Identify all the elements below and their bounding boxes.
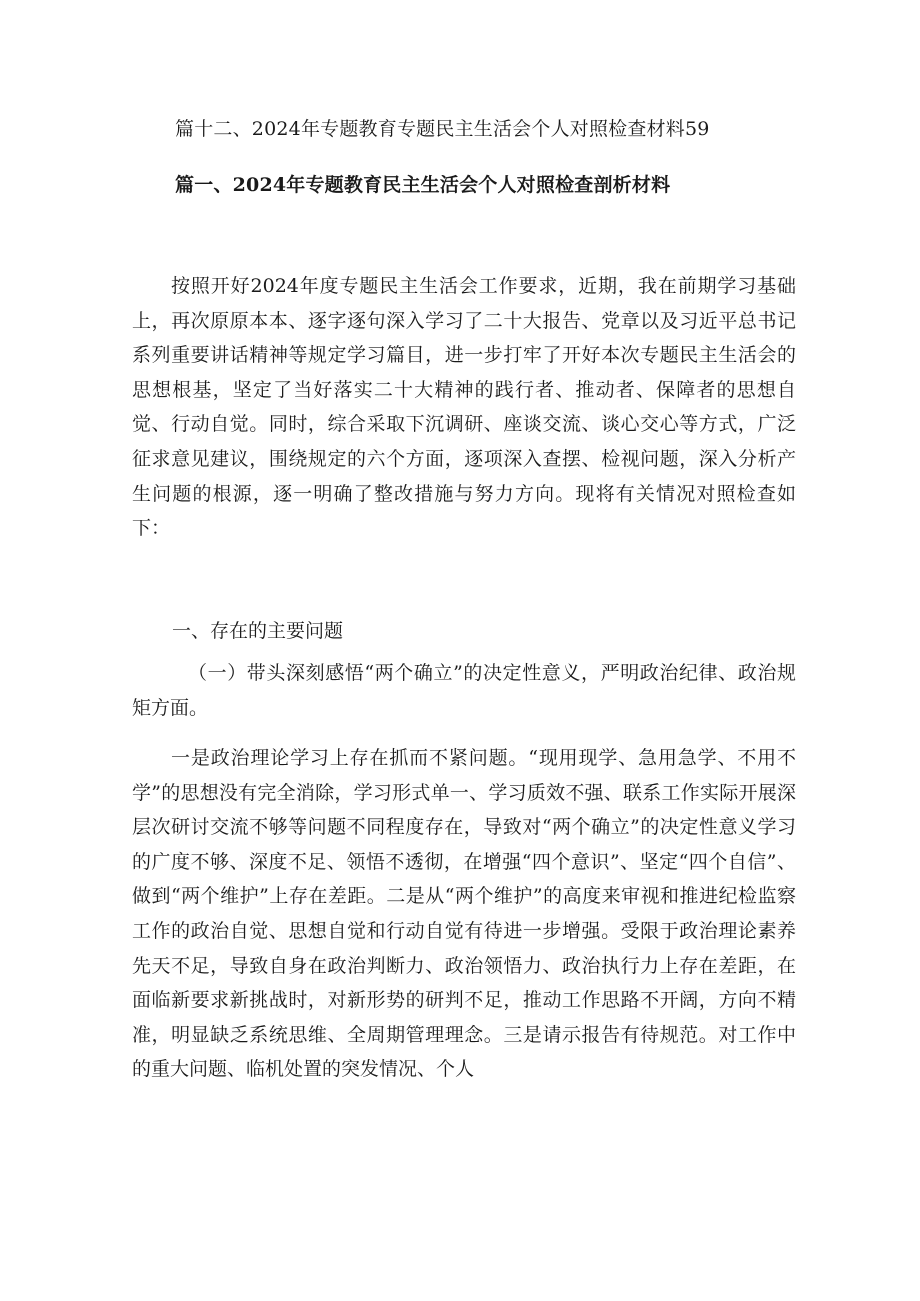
intro-paragraph: 按照开好2024年度专题民主生活会工作要求，近期，我在前期学习基础上，再次原原本本、逐字逐句深入学习了二十大报告、党章以及习近平总书记系列重要讲话精神等规定学习篇目，进一步打牢了开好本次专题民主生活会的思想根基，坚定了当好落实二十大精神的践行者、推动者、保障者的思想自觉、行动自觉。同时，综合采取下沉调研、座谈交流、谈心交心等方式，广泛征求意见建议，围绕规定的六个方面，逐项深入查摆、检视问题，深入分析产生问题的根源，逐一明确了整改措施与努力方向。现将有关情况对照检查如下： bbox=[132, 275, 796, 540]
body-paragraph: 一是政治理论学习上存在抓而不紧问题。“现用现学、急用急学、不用不学”的思想没有完全消除，学习形式单一、学习质效不强、联系工作实际开展深层次研讨交流不够等问题不同程度存在，导致对“两个确立”的决定性意义学习的广度不够、深度不足、领悟不透彻，在增强“四个意识”、坚定“四个自信”、做到“两个维护”上存在差距。二是从“两个维护”的高度来审视和推进纪检监察工作的政治自觉、思想自觉和行动自觉有待进一步增强。受限于政治理论素养先天不足，导致自身在政治判断力、政治领悟力、政治执行力上存在差距，在面临新要求新挑战时，对新形势的研判不足，推动工作思路不开阔，方向不精准，明显缺乏系统思维、全周期管理理念。三是请示报告有待规范。对工作中的重大问题、临机处置的突发情况、个人 bbox=[132, 747, 796, 1081]
subsection-heading-text: （一）带头深刻感悟“两个确立”的决定性意义，严明政治纪律、政治规矩方面。 bbox=[132, 662, 796, 719]
section-heading: 一、存在的主要问题 bbox=[172, 620, 344, 642]
toc-item-12[interactable]: 篇十二、2024年专题教育专题民主生活会个人对照检查材料59 bbox=[175, 118, 710, 140]
subsection-heading bbox=[132, 656, 796, 725]
toc-item-1[interactable]: 篇一、2024年专题教育民主生活会个人对照检查剖析材料 bbox=[175, 174, 671, 196]
